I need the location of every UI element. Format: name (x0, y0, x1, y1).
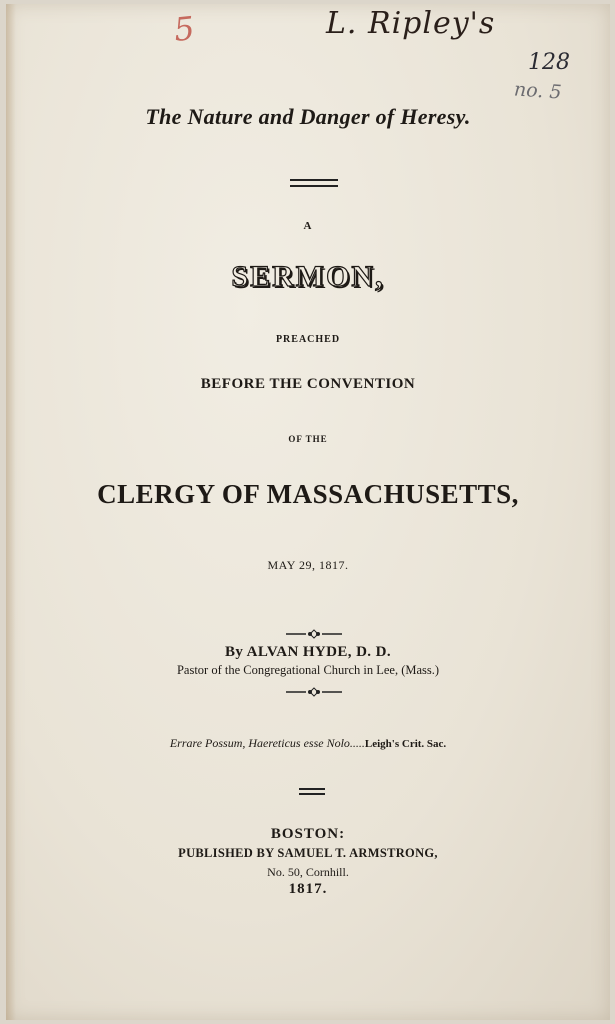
imprint-publisher: PUBLISHED BY SAMUEL T. ARMSTRONG, (178, 846, 438, 860)
imprint-city: BOSTON: (270, 826, 346, 842)
by-label: By (225, 644, 244, 660)
book-title: The Nature and Danger of Heresy. (145, 104, 471, 129)
author-position: Pastor of the Congregational Church in Lee, (Mass.) (176, 663, 440, 677)
author-name: ALVAN HYDE, D. D. (246, 644, 391, 660)
sermon-date: MAY 29, 1817. (267, 558, 349, 572)
author-line (6, 644, 610, 661)
before-convention-line: BEFORE THE CONVENTION (200, 376, 416, 392)
handwritten-shelf-number: no. 5 (513, 78, 563, 104)
title-page (6, 4, 610, 1020)
red-pencil-mark: 5 (172, 9, 197, 49)
imprint-address: No. 50, Cornhill. (267, 865, 349, 879)
ornament-divider-bottom (284, 687, 344, 697)
handwritten-number: 128 (528, 50, 570, 75)
motto-source: Leigh's Crit. Sac. (364, 738, 447, 750)
clergy-heading: CLERGY OF MASSACHUSETTS, (97, 479, 519, 509)
owner-signature: L. Ripley's (326, 6, 496, 41)
ornament-divider-top (284, 629, 344, 639)
article-a: A (303, 220, 313, 232)
of-the-line: OF THE (288, 434, 328, 444)
motto-line (6, 736, 610, 751)
motto-latin: Errare Possum, Haereticus esse Nolo..... (169, 736, 365, 750)
preached-line: PREACHED (275, 334, 341, 345)
sermon-heading: SERMON, (231, 260, 385, 293)
imprint-year: 1817. (288, 881, 328, 897)
